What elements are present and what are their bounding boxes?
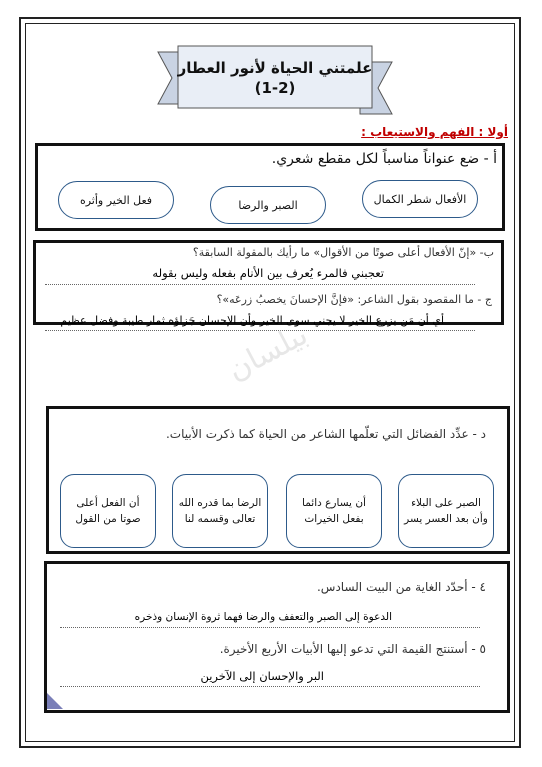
virtue-card-4: أن الفعل أعلى صوتا من القول bbox=[60, 474, 156, 548]
virtue-card-2: أن يسارع دائما بفعل الخيرات bbox=[286, 474, 382, 548]
watermark: بيلسان bbox=[221, 317, 314, 388]
question-d-prompt: د - عدِّد الفضائل التي تعلّمها الشاعر من الحياة كما ذكرت الأبيات. bbox=[165, 427, 486, 441]
question-5-prompt: ٥ - أستنتج القيمة التي تدعو إليها الأبيات الأربع الأخيرة. bbox=[219, 642, 486, 656]
title-option-1: الأفعال شطر الكمال bbox=[362, 180, 478, 218]
question-4-prompt: ٤ - أحدّد الغاية من البيت السادس. bbox=[316, 580, 486, 594]
answer-line-b bbox=[45, 284, 475, 285]
title-line-1: علمتني الحياة لأنور العطار bbox=[177, 59, 373, 77]
section-heading: أولا : الفهم والاستيعاب : bbox=[361, 125, 508, 139]
virtue-card-3: الرضا بما قدره الله تعالى وقسمه لنا bbox=[172, 474, 268, 548]
question-b-answer: تعجبني فالمرء يُعرف بين الأنام بفعله وليس بقوله bbox=[152, 266, 384, 280]
question-c-answer: أي أن مَن يزرع الخير لا يجني سوى الخير وأن الإحسان جَزاؤه ثمار طيبة وفضل عظيم bbox=[60, 314, 444, 327]
virtue-card-1: الصبر على البلاء وأن بعد العسر يسر bbox=[398, 474, 494, 548]
page-title bbox=[150, 58, 400, 98]
answer-line-4 bbox=[60, 627, 480, 628]
question-5-answer: البر والإحسان إلى الآخرين bbox=[200, 669, 324, 683]
page-corner-fold bbox=[47, 693, 63, 709]
title-option-3: فعل الخير وأثره bbox=[58, 181, 174, 219]
answer-line-5 bbox=[60, 686, 480, 687]
title-option-2: الصبر والرضا bbox=[210, 186, 326, 224]
question-a-prompt: أ - ضع عنواناً مناسباً لكل مقطع شعري. bbox=[271, 151, 497, 167]
question-b-prompt: ب- «إنّ الأفعال أعلى صوتًا من الأقوال» ما رأيك بالمقولة السابقة؟ bbox=[192, 246, 494, 259]
question-c-prompt: ج - ما المقصود بقول الشاعر: «فإنَّ الإحسانَ يخصبُ زرعَه»؟ bbox=[216, 293, 492, 306]
answer-line-c bbox=[45, 330, 475, 331]
title-line-2: (1-2) bbox=[254, 79, 296, 97]
question-4-answer: الدعوة إلى الصبر والتعفف والرضا فهما ثروة الإنسان وذخره bbox=[134, 611, 392, 623]
